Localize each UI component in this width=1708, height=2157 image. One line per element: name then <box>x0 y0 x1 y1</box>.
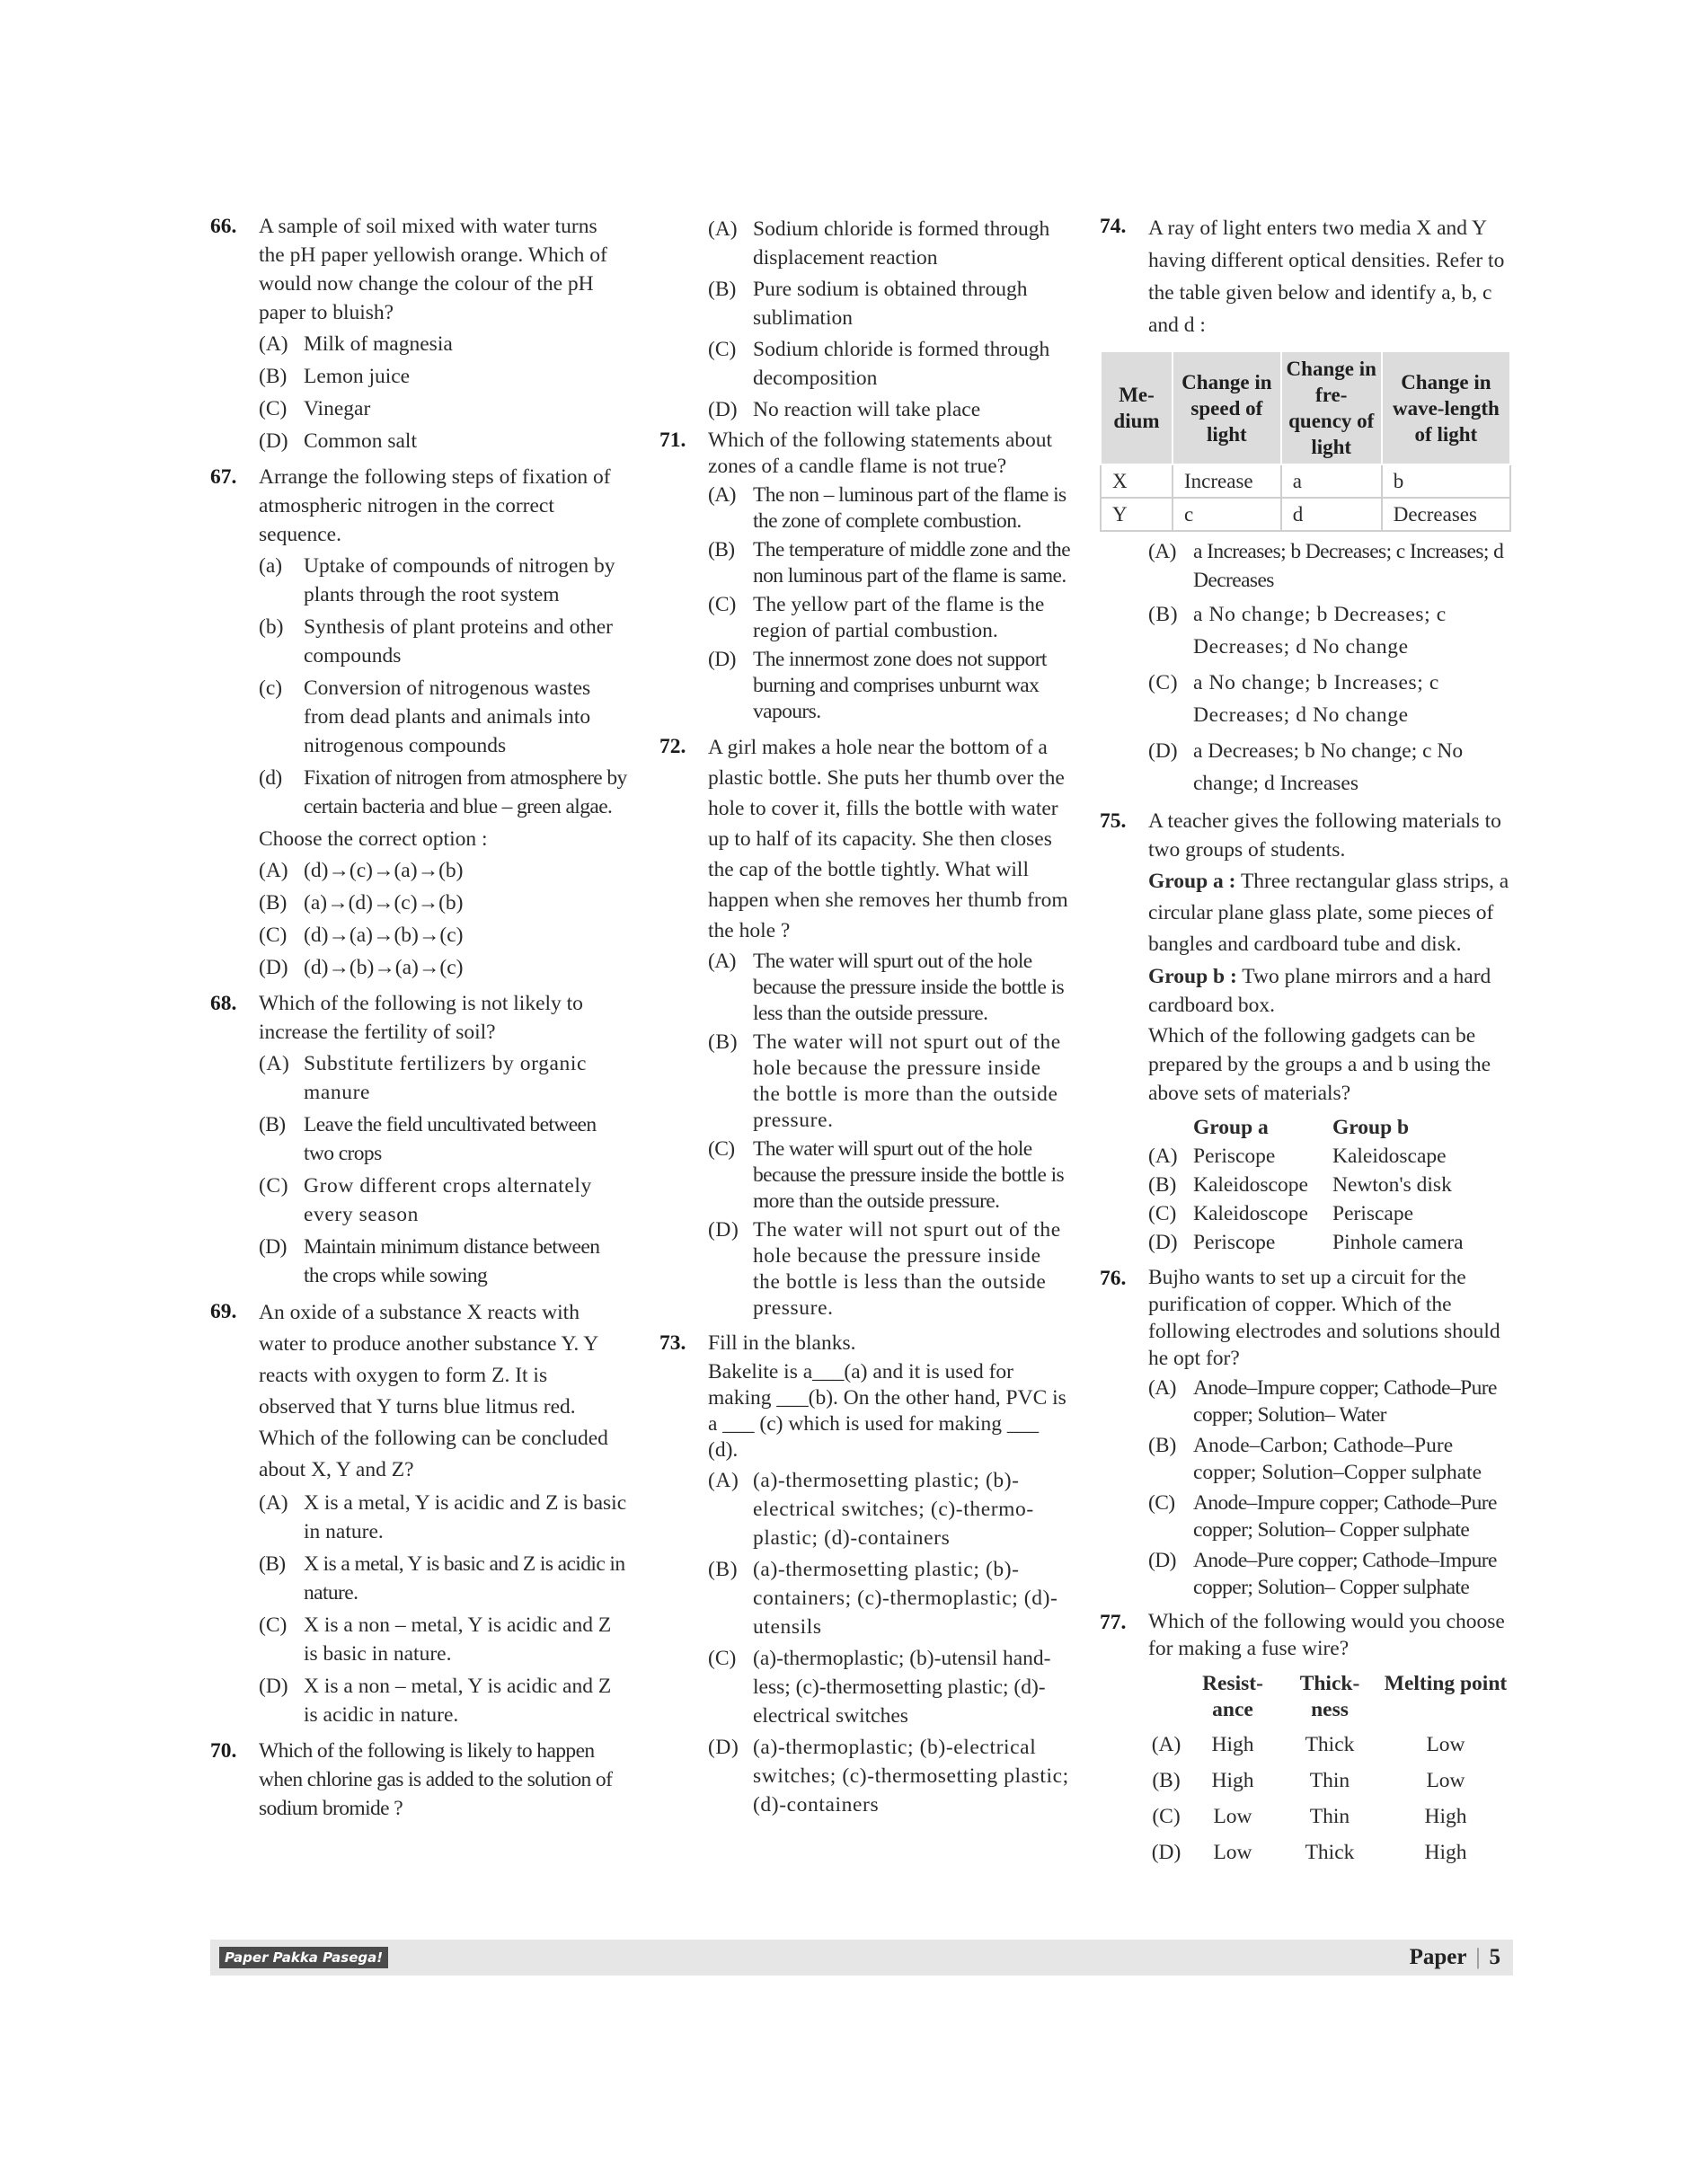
option-c: (C) The yellow part of the flame is the region of partial combustion. <box>708 593 1045 642</box>
option-b: (B) Leave the field uncultivated between two crops <box>259 1113 597 1165</box>
option-b: (B) (a)-thermosetting plastic; (b)-containers; (c)-thermoplastic; (d)-utensils <box>708 1558 1058 1639</box>
option-d: (D) No reaction will take place <box>708 398 981 421</box>
question-66 <box>210 212 628 455</box>
column-left <box>210 212 628 1830</box>
question-71 <box>659 428 1071 725</box>
option-a: (A) Substitute fertilizers by organic manure <box>259 1052 588 1104</box>
question-number: 71. <box>659 429 686 452</box>
option-a: (A) (a)-thermosetting plastic; (b)-electrical switches; (c)-thermo-plastic; (d)-containers <box>708 1469 1034 1550</box>
option-b: (B) Anode–Carbon; Cathode–Pure copper; Solution–Copper sulphate <box>1148 1434 1482 1484</box>
option-d: (D) (d)→(b)→(a)→(c) <box>259 956 464 979</box>
step-b: (b) Synthesis of plant proteins and other compounds <box>259 615 613 667</box>
option-d: (D) X is a non – metal, Y is acidic and Z is acidic in nature. <box>259 1675 612 1727</box>
option-c: (C) a No change; b Increases; c Decreases; d No change <box>1148 671 1439 727</box>
table-header: Change in speed of light <box>1173 351 1281 464</box>
table-row: X Increase a b <box>1101 464 1510 498</box>
table-header: Change in fre-quency of light <box>1281 351 1382 464</box>
table-header: Me-dium <box>1101 351 1173 464</box>
brand-logo: Paper Pakka Pasega! <box>219 1947 388 1968</box>
option-c: (C) (d)→(a)→(b)→(c) <box>259 924 464 947</box>
option-b: (B) The temperature of middle zone and the non luminous part of the flame is same. <box>708 538 1071 588</box>
question-77 <box>1100 1608 1513 1870</box>
question-70 <box>210 1737 628 1823</box>
option-c: (C) X is a non – metal, Y is acidic and Z is basic in nature. <box>259 1613 612 1666</box>
column-right <box>1100 212 1513 1878</box>
question-stem: A girl makes a hole near the bottom of a plastic bottle. She puts her thumb over the hole to cover it, fills the bottle with water up to half of its capacity. She then closes the cap of the bottle tightly. What will happen when she removes her thumb from the hole ? <box>708 736 1068 942</box>
question-number: 72. <box>659 735 686 758</box>
option-a: (A) (d)→(c)→(a)→(b) <box>259 859 464 882</box>
question-number: 74. <box>1100 215 1127 238</box>
option-d: (D) Maintain minimum distance between the crops while sowing <box>259 1235 600 1287</box>
page-number: Paper | 5 <box>1409 1945 1500 1969</box>
question-73 <box>659 1329 1071 1819</box>
question-68 <box>210 989 628 1290</box>
question-69 <box>210 1297 628 1729</box>
question-number: 77. <box>1100 1611 1127 1634</box>
question-stem: A ray of light enters two media X and Y having different optical densities. Refer to the table given below and identify a, b, c and d : <box>1148 217 1505 337</box>
question-number: 76. <box>1100 1267 1127 1290</box>
option-c: (C) Grow different crops alternately every season <box>259 1174 592 1226</box>
option-a: (A) The non – luminous part of the flame is the zone of complete combustion. <box>708 483 1066 533</box>
step-c: (c) Conversion of nitrogenous wastes from dead plants and animals into nitrogenous compounds <box>259 676 591 757</box>
question-stem: Bujho wants to set up a circuit for the purification of copper. Which of the following electrodes and solutions should he opt for? <box>1148 1266 1500 1370</box>
option-d: (D) The innermost zone does not support burning and comprises unburnt wax vapours. <box>708 648 1047 723</box>
question-stem: A teacher gives the following materials to two groups of students. <box>1148 809 1501 862</box>
option-a: (A) X is a metal, Y is acidic and Z is basic in nature. <box>259 1491 627 1543</box>
question-prompt: Which of the following gadgets can be prepared by the groups a and b using the above sets of materials? <box>1148 1024 1491 1105</box>
group-a-materials: Group a : Three rectangular glass strips, a circular plane glass plate, some pieces of bangles and cardboard tube and disk. <box>1148 870 1509 956</box>
question-number: 75. <box>1100 809 1127 833</box>
option-d: (D) Anode–Pure copper; Cathode–Impure copper; Solution– Copper sulphate <box>1148 1549 1497 1599</box>
choose-instruction: Choose the correct option : <box>259 827 488 851</box>
option-a: (A) a Increases; b Decreases; c Increases; d Decreases <box>1148 540 1504 592</box>
option-d: (D) Common salt <box>259 429 417 453</box>
question-number: 73. <box>659 1331 686 1355</box>
question-72 <box>659 732 1071 1322</box>
option-c: (C) The water will spurt out of the hole because the pressure inside the bottle is more than the outside pressure. <box>708 1137 1065 1213</box>
question-number: 66. <box>210 215 237 238</box>
question-67 <box>210 463 628 982</box>
option-c: (C) Anode–Impure copper; Cathode–Pure copper; Solution– Copper sulphate <box>1148 1491 1497 1542</box>
question-number: 70. <box>210 1739 237 1763</box>
question-stem: Fill in the blanks. <box>708 1331 856 1355</box>
question-stem: Which of the following is likely to happen when chlorine gas is added to the solution of sodium bromide ? <box>259 1739 613 1820</box>
option-b: (B) The water will not spurt out of the hole because the pressure inside the bottle is more than the outside pressure. <box>708 1030 1061 1132</box>
light-table <box>1100 350 1511 532</box>
table-header: Change in wave-length of light <box>1382 351 1510 464</box>
option-a: (A) Milk of magnesia <box>259 332 453 356</box>
question-stem: Which of the following is not likely to increase the fertility of soil? <box>259 992 583 1044</box>
question-70-options <box>659 215 1071 424</box>
question-stem: Which of the following statements about zones of a candle flame is not true? <box>708 429 1053 478</box>
question-number: 68. <box>210 992 237 1015</box>
option-b: (B) Lemon juice <box>259 365 411 388</box>
group-options: Group a Group b (A) Periscope Kaleidoscape (B) Kaleidoscope Newton's disk (C) Kaleidoscope Periscape (D) Periscope Pinhole camera <box>1148 1116 1464 1254</box>
question-stem-2: Bakelite is a___(a) and it is used for making ___(b). On the other hand, PVC is a ___ (c) which is used for making ___ (d). <box>708 1360 1066 1462</box>
question-stem: Arrange the following steps of fixation of atmospheric nitrogen in the correct sequence. <box>259 465 611 546</box>
option-d: (D) a Decreases; b No change; c No change; d Increases <box>1148 739 1464 795</box>
question-75 <box>1100 807 1513 1257</box>
step-d: (d) Fixation of nitrogen from atmosphere by certain bacteria and blue – green algae. <box>259 766 627 818</box>
column-middle <box>659 212 1071 1826</box>
table-row: Y c d Decreases <box>1101 498 1510 531</box>
option-a: (A) Anode–Impure copper; Cathode–Pure copper; Solution– Water <box>1148 1376 1497 1427</box>
question-number: 67. <box>210 465 237 489</box>
option-d: (D) The water will not spurt out of the hole because the pressure inside the bottle is less than the outside pressure. <box>708 1218 1061 1320</box>
option-c: (C) Sodium chloride is formed through decomposition <box>708 338 1050 390</box>
page-footer <box>210 1940 1513 1976</box>
option-c: (C) (a)-thermoplastic; (b)-utensil hand-less; (c)-thermosetting plastic; (d)-electrical switches <box>708 1647 1051 1728</box>
option-b: (B) (a)→(d)→(c)→(b) <box>259 891 464 915</box>
question-76 <box>1100 1264 1513 1601</box>
option-d: (D) (a)-thermoplastic; (b)-electrical switches; (c)-thermosetting plastic; (d)-containers <box>708 1736 1069 1817</box>
option-b: (B) X is a metal, Y is basic and Z is acidic in nature. <box>259 1552 625 1604</box>
option-a: (A) Sodium chloride is formed through displacement reaction <box>708 217 1050 270</box>
question-74 <box>1100 212 1513 800</box>
option-a: (A) The water will spurt out of the hole because the pressure inside the bottle is less than the outside pressure. <box>708 950 1065 1025</box>
question-stem: A sample of soil mixed with water turns the pH paper yellowish orange. Which of would now change the colour of the pH paper to bluish? <box>259 215 607 324</box>
step-a: (a) Uptake of compounds of nitrogen by plants through the root system <box>259 554 615 606</box>
question-stem: An oxide of a substance X reacts with water to produce another substance Y. Y reacts with oxygen to form Z. It is observed that Y turns blue litmus red. Which of the following can be concluded about X, Y and Z? <box>259 1301 608 1481</box>
fuse-options: Resist-ance Thick-ness Melting point (A) High Thick Low (B) High Thin Low (C) Low Thin High (D) Low Thick High <box>1151 1672 1508 1864</box>
option-c: (C) Vinegar <box>259 397 371 420</box>
question-number: 69. <box>210 1300 237 1323</box>
group-b-materials: Group b : Two plane mirrors and a hard cardboard box. <box>1148 965 1491 1017</box>
option-b: (B) Pure sodium is obtained through sublimation <box>708 278 1028 330</box>
option-b: (B) a No change; b Decreases; c Decreases; d No change <box>1148 603 1447 659</box>
question-stem: Which of the following would you choose for making a fuse wire? <box>1148 1610 1505 1660</box>
